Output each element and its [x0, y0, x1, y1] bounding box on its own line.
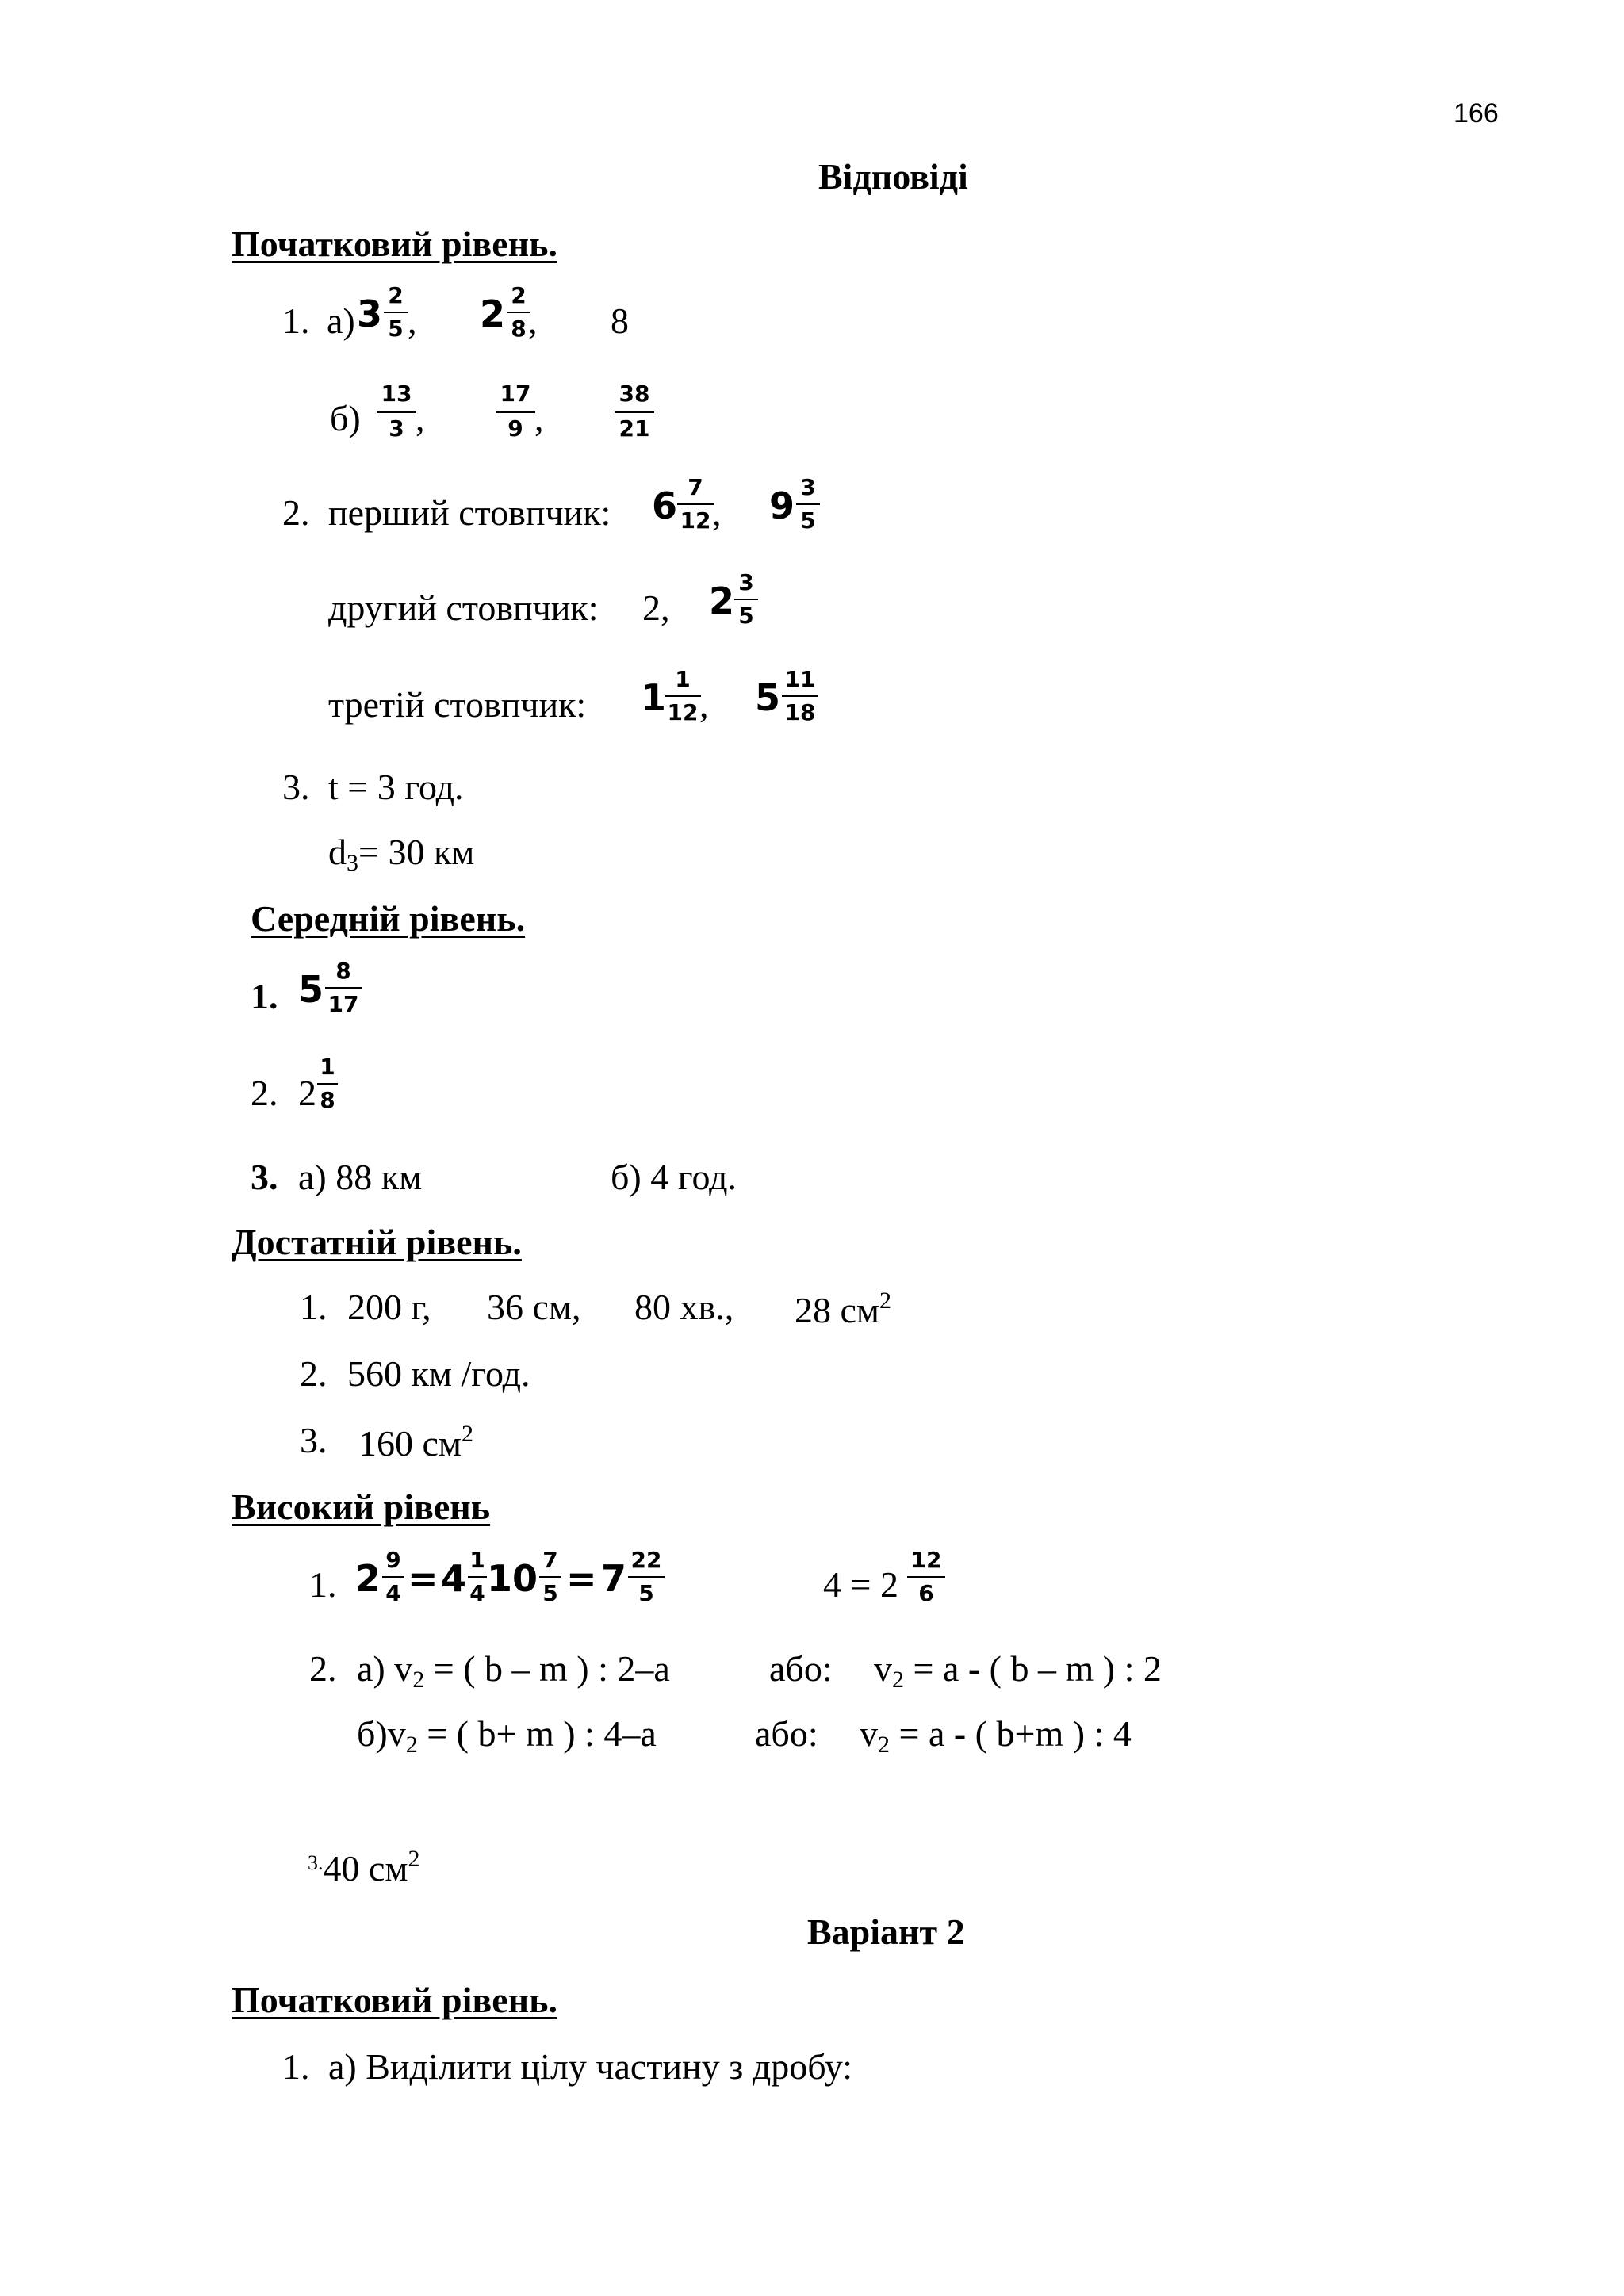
sufficient-q1-item-3: 80 хв., [634, 1287, 734, 1327]
section-heading-high: Високий рівень [232, 1487, 491, 1527]
q3-line2: $d_3= 30$ км [328, 832, 475, 876]
variant2-section-heading-initial: Початковий рівень. [232, 1980, 557, 2020]
q2-col2-value: 2, [642, 587, 670, 628]
q1a-value-3: 8 [611, 300, 629, 341]
document-page: 166 Відповіді Початковий рівень. 1. а) 3 2 5 , 2 2 8 , 8 б) 13 3 , 17 9 , 38 21 2. перший стовпчик: 6 7 12 , 9 3 5 другий стовпчик: 2, 2 3 5 третій стовпчик: 1 1 12 , 5 11 18 3. t = 3 год. $d_3= 30$ км Середній рівень. 1. 5 8 17 2. 2 1 8 3. а) 88 км б) 4 год. Достатній рівень. 1. 200 г, 36 см, 80 хв., 28 $см^2$ 2. 560 км /год. 3. 160 $см^2$ Високий рівень 1. 2 9 4 = 4 1 4 10 7 5 = 7 22 5 4 = 2 12 6 2. а) $v_2$ = ( b – m ) : 2–a або: $v_2 = a$ - ( b – m ) : 2 $б)v_2$ = ( b+ m ) : 4–a або: $v_2 = a$ - ( b+m ) : 4 $^{3.}$40 $см^2$ Варіант 2 Початковий рівень. 1. а) Виділити цілу частину з дробу: [232, 98, 1499, 2087]
variant2-title: Варіант 2 [807, 1911, 965, 1952]
high-q2-number: 2. [309, 1648, 337, 1689]
middle-q3-a: а) 88 км [298, 1157, 423, 1197]
page-number: 166 [1454, 98, 1499, 128]
sufficient-q1-item-4: 28 $см^2$ [795, 1288, 892, 1330]
q1-number: 1. [282, 300, 310, 341]
high-q1-number: 1. [309, 1564, 337, 1605]
section-heading-middle: Середній рівень. [251, 898, 526, 939]
section-heading-initial: Початковий рівень. [232, 224, 557, 264]
middle-q3-number: 3. [251, 1157, 278, 1197]
page-title: Відповіді [818, 156, 968, 197]
q3-number: 3. [282, 767, 310, 807]
middle-q3-b: б) 4 год. [611, 1157, 737, 1197]
q2-col3-label: третій стовпчик: [328, 684, 587, 725]
variant2-q1-text: а) Виділити цілу частину з дробу: [328, 2046, 853, 2087]
high-q2b-alt: $v_2 = a$ - ( b+m ) : 4 [860, 1713, 1132, 1758]
q2-col1-label: перший стовпчик: [328, 492, 611, 533]
high-q2b-or: або: [755, 1713, 818, 1754]
q1a-label: а) [327, 300, 355, 341]
q2-number: 2. [282, 492, 310, 533]
sufficient-q3-number: 3. [300, 1420, 327, 1460]
sufficient-q2-number: 2. [300, 1353, 327, 1394]
sufficient-q2-text: 560 км /год. [347, 1353, 530, 1394]
high-q2a-or: або: [769, 1648, 833, 1689]
q1b-label: б) [330, 398, 361, 438]
variant2-q1-number: 1. [282, 2046, 310, 2087]
sufficient-q1-item-1: 200 г, [347, 1287, 431, 1327]
high-q1-right-text: 4 = 2 [823, 1564, 898, 1605]
section-heading-sufficient: Достатній рівень. [232, 1222, 522, 1262]
sufficient-q1-item-2: 36 см, [487, 1287, 581, 1327]
q2-col2-label: другий стовпчик: [328, 587, 599, 628]
high-q2a: а) $v_2$ = ( b – m ) : 2–a [357, 1648, 670, 1693]
middle-q1-number: 1. [251, 976, 278, 1016]
high-q2b: $б)v_2$ = ( b+ m ) : 4–a [357, 1713, 657, 1758]
high-q3: $^{3.}$40 $см^2$ [308, 1846, 420, 1888]
sufficient-q1-number: 1. [300, 1287, 327, 1327]
sufficient-q3-text: 160 $см^2$ [358, 1421, 474, 1464]
high-q2a-alt: $v_2 = a$ - ( b – m ) : 2 [874, 1648, 1162, 1693]
middle-q2-number: 2. [251, 1073, 278, 1113]
q3-line1: t = 3 год. [328, 767, 464, 807]
